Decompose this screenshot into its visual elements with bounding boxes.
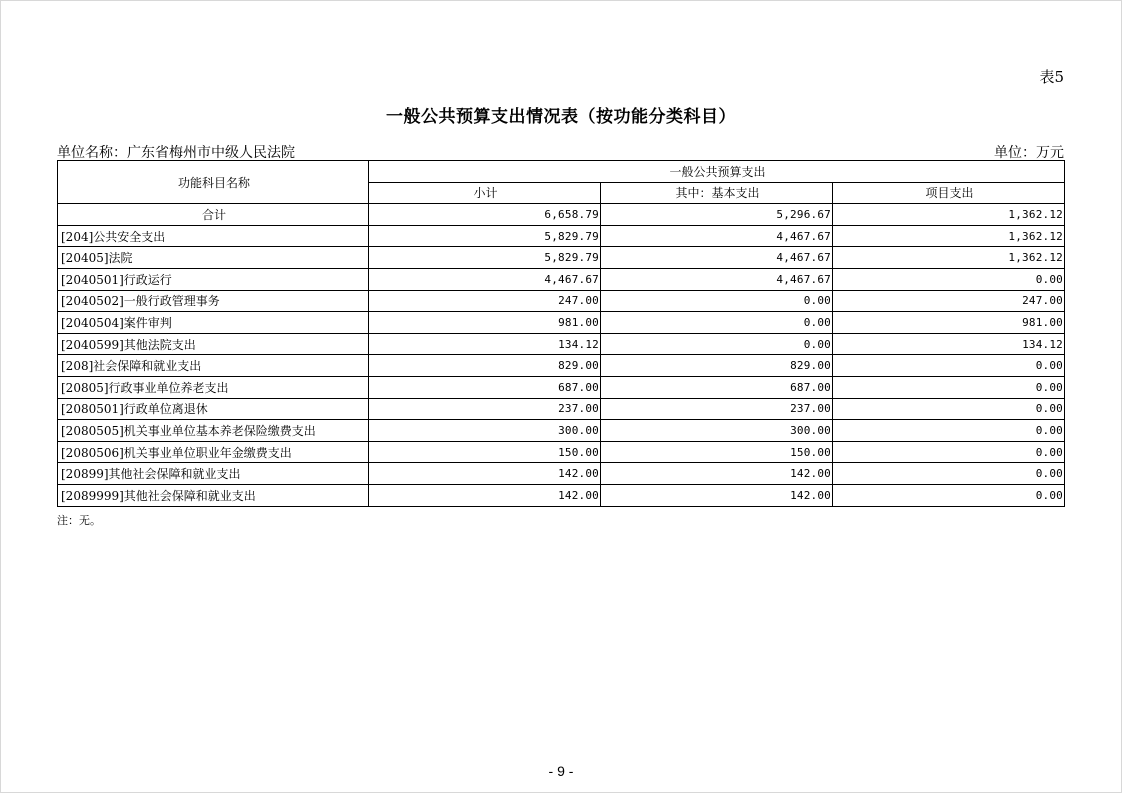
- row-basic: 4,467.67: [601, 268, 833, 290]
- row-subtotal: 5,829.79: [369, 247, 601, 269]
- row-name: [20405]法院: [58, 247, 369, 269]
- row-subtotal: 4,467.67: [369, 268, 601, 290]
- row-basic: 0.00: [601, 333, 833, 355]
- row-name: [2040599]其他法院支出: [58, 333, 369, 355]
- row-name: [2080501]行政单位离退休: [58, 398, 369, 420]
- table-row: [58, 225, 1065, 247]
- unit-line: [57, 142, 1064, 162]
- col-header-basic: 其中：基本支出: [601, 182, 833, 204]
- row-name: [2080506]机关事业单位职业年金缴费支出: [58, 441, 369, 463]
- document-title: 一般公共预算支出情况表（按功能分类科目）: [386, 107, 736, 127]
- table-row: [58, 312, 1065, 334]
- col-header-subtotal: 小计: [369, 182, 601, 204]
- row-project: 134.12: [833, 333, 1065, 355]
- total-project: 1,362.12: [833, 204, 1065, 226]
- page-number: - 9 -: [548, 763, 574, 779]
- row-project: 1,362.12: [833, 225, 1065, 247]
- row-basic: 4,467.67: [601, 247, 833, 269]
- table-row: [58, 355, 1065, 377]
- row-basic: 0.00: [601, 290, 833, 312]
- col-header-project: 项目支出: [833, 182, 1065, 204]
- row-project: 0.00: [833, 268, 1065, 290]
- row-project: 0.00: [833, 463, 1065, 485]
- row-basic: 4,467.67: [601, 225, 833, 247]
- row-basic: 829.00: [601, 355, 833, 377]
- table-row: [58, 398, 1065, 420]
- row-project: 0.00: [833, 441, 1065, 463]
- row-subtotal: 687.00: [369, 376, 601, 398]
- total-basic: 5,296.67: [601, 204, 833, 226]
- row-project: 0.00: [833, 420, 1065, 442]
- row-subtotal: 5,829.79: [369, 225, 601, 247]
- row-name: [204]公共安全支出: [58, 225, 369, 247]
- row-name: [2040504]案件审判: [58, 312, 369, 334]
- row-project: 247.00: [833, 290, 1065, 312]
- row-subtotal: 829.00: [369, 355, 601, 377]
- unit-name: 单位名称：广东省梅州市中级人民法院: [57, 145, 295, 161]
- row-basic: 0.00: [601, 312, 833, 334]
- row-project: 981.00: [833, 312, 1065, 334]
- total-row: [58, 204, 1065, 226]
- row-basic: 237.00: [601, 398, 833, 420]
- row-basic: 687.00: [601, 376, 833, 398]
- table-row: [58, 268, 1065, 290]
- row-name: [208]社会保障和就业支出: [58, 355, 369, 377]
- table-row: [58, 420, 1065, 442]
- table-number: 表5: [1039, 68, 1064, 86]
- unit-measure: 单位：万元: [994, 145, 1064, 161]
- row-subtotal: 247.00: [369, 290, 601, 312]
- row-basic: 142.00: [601, 463, 833, 485]
- row-project: 0.00: [833, 398, 1065, 420]
- table-row: [58, 376, 1065, 398]
- header-row-1: [58, 161, 1065, 183]
- row-name: [2080505]机关事业单位基本养老保险缴费支出: [58, 420, 369, 442]
- total-subtotal: 6,658.79: [369, 204, 601, 226]
- table-row: [58, 290, 1065, 312]
- row-subtotal: 981.00: [369, 312, 601, 334]
- total-label: 合计: [58, 204, 369, 226]
- table-row: [58, 247, 1065, 269]
- col-header-name: 功能科目名称: [58, 161, 369, 204]
- row-name: [2040502]一般行政管理事务: [58, 290, 369, 312]
- row-subtotal: 300.00: [369, 420, 601, 442]
- row-subtotal: 142.00: [369, 484, 601, 506]
- row-subtotal: 142.00: [369, 463, 601, 485]
- row-basic: 142.00: [601, 484, 833, 506]
- row-subtotal: 150.00: [369, 441, 601, 463]
- row-name: [20805]行政事业单位养老支出: [58, 376, 369, 398]
- row-project: 0.00: [833, 376, 1065, 398]
- row-name: [20899]其他社会保障和就业支出: [58, 463, 369, 485]
- budget-table: [57, 160, 1065, 507]
- table-note: 注：无。: [57, 514, 101, 527]
- row-basic: 300.00: [601, 420, 833, 442]
- table-row: [58, 463, 1065, 485]
- table-row: [58, 333, 1065, 355]
- row-name: [2040501]行政运行: [58, 268, 369, 290]
- row-subtotal: 237.00: [369, 398, 601, 420]
- col-header-group: 一般公共预算支出: [369, 161, 1065, 183]
- row-name: [2089999]其他社会保障和就业支出: [58, 484, 369, 506]
- row-subtotal: 134.12: [369, 333, 601, 355]
- row-basic: 150.00: [601, 441, 833, 463]
- row-project: 1,362.12: [833, 247, 1065, 269]
- table-row: [58, 484, 1065, 506]
- row-project: 0.00: [833, 355, 1065, 377]
- row-project: 0.00: [833, 484, 1065, 506]
- table-row: [58, 441, 1065, 463]
